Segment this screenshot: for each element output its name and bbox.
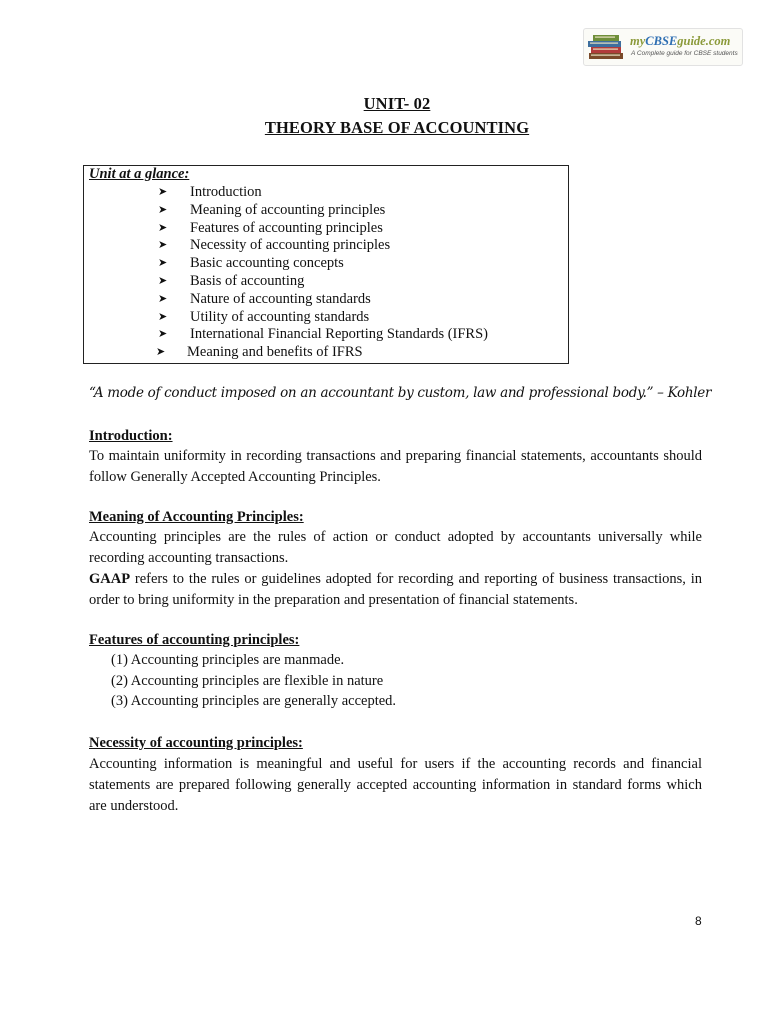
mycbseguide-logo [583,28,743,66]
kohler-quote: “A mode of conduct imposed on an accountant by custom, law and professional body.” – Kohler [89,385,712,401]
glance-item-label: Meaning and benefits of IFRS [187,344,363,361]
glance-item-label: Meaning of accounting principles [190,201,386,218]
unit-at-a-glance-box [83,165,569,364]
glance-item [84,344,564,362]
glance-item [84,220,564,238]
glance-item-label: Utility of accounting standards [190,308,370,325]
glance-item-label: Introduction [190,184,262,200]
gaap-term: GAAP [89,571,131,587]
glance-item-label: Basic accounting concepts [190,255,344,272]
feature-item: (2) Accounting principles are flexible in nature [111,672,384,689]
features-list [111,650,396,712]
arrow-bullet-icon: ➤ [156,346,166,359]
page-number: 8 [695,914,702,928]
meaning-paragraph [89,527,702,611]
meaning-text: Accounting principles are the rules of action or conduct adopted by accountants universally while recording accounting transactions. [89,529,702,566]
necessity-text: Accounting information is meaningful and useful for users if the accounting records and financial statements are prepared following generally accepted accounting information in standard forms which are understood. [89,756,702,814]
unit-number: UNIT- 02 [363,94,431,113]
introduction-heading: Introduction: [89,428,173,444]
necessity-heading: Necessity of accounting principles: [89,735,303,751]
logo-wordmark [630,34,730,49]
arrow-bullet-icon: ➤ [158,186,168,198]
unit-title: THEORY BASE OF ACCOUNTING [264,118,530,137]
necessity-paragraph [89,754,702,817]
glance-item [84,184,564,202]
logo-tagline: A Complete guide for CBSE students [631,50,738,57]
glance-item [84,291,564,309]
feature-item: (1) Accounting principles are manmade. [111,652,345,668]
logo-name-suffix: guide.com [677,34,731,48]
glance-item-label: International Financial Reporting Standards (IFRS) [190,326,489,343]
arrow-bullet-icon: ➤ [158,221,168,234]
arrow-bullet-icon: ➤ [158,239,168,252]
books-icon [586,31,628,63]
arrow-bullet-icon: ➤ [158,274,168,287]
feature-item: (3) Accounting principles are generally accepted. [111,693,397,710]
arrow-bullet-icon: ➤ [158,310,168,323]
glance-heading: Unit at a glance: [89,166,190,182]
glance-list [84,184,564,362]
introduction-text: To maintain uniformity in recording transactions and preparing financial statements, accountants should follow Generally Accepted Accounting Principles. [89,448,702,485]
glance-item [84,237,564,255]
arrow-bullet-icon: ➤ [158,292,168,305]
meaning-heading: Meaning of Accounting Principles: [89,509,304,525]
gaap-text: refers to the rules or guidelines adopted for recording and reporting of business transactions, in order to bring uniformity in the preparation and presentation of financial statements. [89,571,702,608]
arrow-bullet-icon: ➤ [158,328,168,341]
glance-item [84,202,564,220]
glance-item [84,273,564,291]
glance-item [84,255,564,273]
glance-item [84,326,564,344]
arrow-bullet-icon: ➤ [158,203,168,216]
features-heading: Features of accounting principles: [89,632,300,648]
glance-item [84,309,564,327]
arrow-bullet-icon: ➤ [158,257,168,270]
gaap-definition [89,569,702,611]
logo-name-highlight: CBSE [645,34,678,48]
glance-item-label: Basis of accounting [190,272,305,289]
logo-name-prefix: my [630,34,646,48]
introduction-paragraph [89,446,702,488]
glance-item-label: Necessity of accounting principles [190,237,391,254]
glance-item-label: Nature of accounting standards [190,290,371,307]
glance-item-label: Features of accounting principles [190,219,383,236]
